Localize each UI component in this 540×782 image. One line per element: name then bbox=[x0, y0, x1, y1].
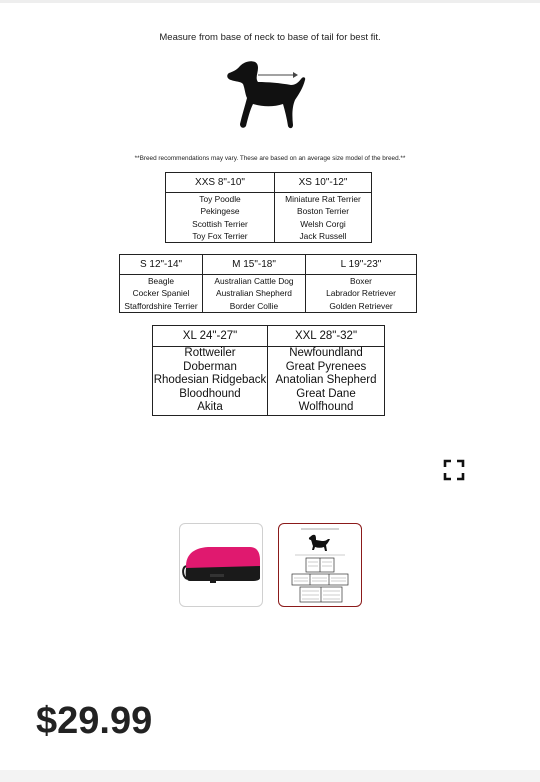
size-header: S 12"-14" bbox=[120, 255, 202, 275]
breed-name: Toy Fox Terrier bbox=[192, 230, 248, 241]
measure-instruction: Measure from base of neck to base of tail for best fit. bbox=[159, 32, 381, 43]
breed-note: **Breed recommendations may vary. These are based on an average size model of the breed.** bbox=[134, 155, 406, 162]
size-header: XL 24"-27" bbox=[153, 326, 267, 347]
breed-name: Great Dane bbox=[296, 387, 356, 400]
breed-name: Golden Retriever bbox=[329, 300, 393, 311]
size-column bbox=[153, 326, 268, 416]
dog-silhouette-icon bbox=[225, 58, 315, 132]
thumbnail-size-chart[interactable] bbox=[278, 523, 362, 607]
breed-name: Anatolian Shepherd bbox=[275, 374, 377, 387]
size-header: M 15"-18" bbox=[203, 255, 305, 275]
size-column bbox=[306, 255, 417, 313]
thumbnail-coat[interactable] bbox=[179, 523, 263, 607]
breed-name: Toy Poodle bbox=[199, 194, 241, 204]
size-table-large bbox=[152, 325, 385, 416]
breed-name: Rottweiler bbox=[184, 347, 236, 359]
size-chart-thumbnail-image bbox=[279, 524, 361, 606]
fullscreen-icon[interactable] bbox=[443, 459, 465, 481]
size-table-medium bbox=[119, 254, 417, 313]
size-column bbox=[166, 173, 275, 243]
size-header: L 19"-23" bbox=[306, 255, 416, 275]
size-header: XS 10"-12" bbox=[275, 173, 371, 193]
product-price: $29.99 bbox=[36, 700, 153, 742]
bottom-bar bbox=[0, 770, 540, 782]
size-column bbox=[268, 326, 385, 416]
breed-name: Border Collie bbox=[229, 300, 279, 311]
breed-name: Scottish Terrier bbox=[192, 218, 248, 229]
breed-name: Labrador Retriever bbox=[326, 288, 396, 299]
breed-name: Newfoundland bbox=[289, 347, 363, 359]
size-column bbox=[120, 255, 203, 313]
size-column bbox=[203, 255, 306, 313]
breed-name: Australian Shepherd bbox=[216, 288, 292, 299]
size-column bbox=[275, 173, 372, 243]
size-header: XXS 8"-10" bbox=[166, 173, 274, 193]
size-header: XXL 28"-32" bbox=[268, 326, 384, 347]
breed-name: Great Pyrenees bbox=[285, 360, 367, 373]
breed-name: Doberman bbox=[183, 360, 237, 373]
breed-name: Boston Terrier bbox=[297, 206, 349, 217]
breed-name: Australian Cattle Dog bbox=[214, 276, 294, 286]
breed-name: Miniature Rat Terrier bbox=[285, 194, 361, 204]
breed-name: Welsh Corgi bbox=[300, 218, 346, 229]
breed-name: Staffordshire Terrier bbox=[124, 300, 198, 311]
breed-name: Boxer bbox=[350, 276, 372, 286]
breed-name: Jack Russell bbox=[299, 230, 347, 241]
breed-name: Rhodesian Ridgeback bbox=[153, 374, 267, 387]
breed-name: Beagle bbox=[147, 276, 175, 286]
breed-name: Cocker Spaniel bbox=[132, 288, 190, 299]
breed-name: Bloodhound bbox=[179, 387, 241, 400]
breed-name: Wolfhound bbox=[298, 401, 354, 414]
dog-coat-image bbox=[180, 524, 262, 606]
size-table-small bbox=[165, 172, 372, 243]
breed-name: Pekingese bbox=[200, 206, 240, 217]
breed-name: Akita bbox=[197, 401, 223, 414]
